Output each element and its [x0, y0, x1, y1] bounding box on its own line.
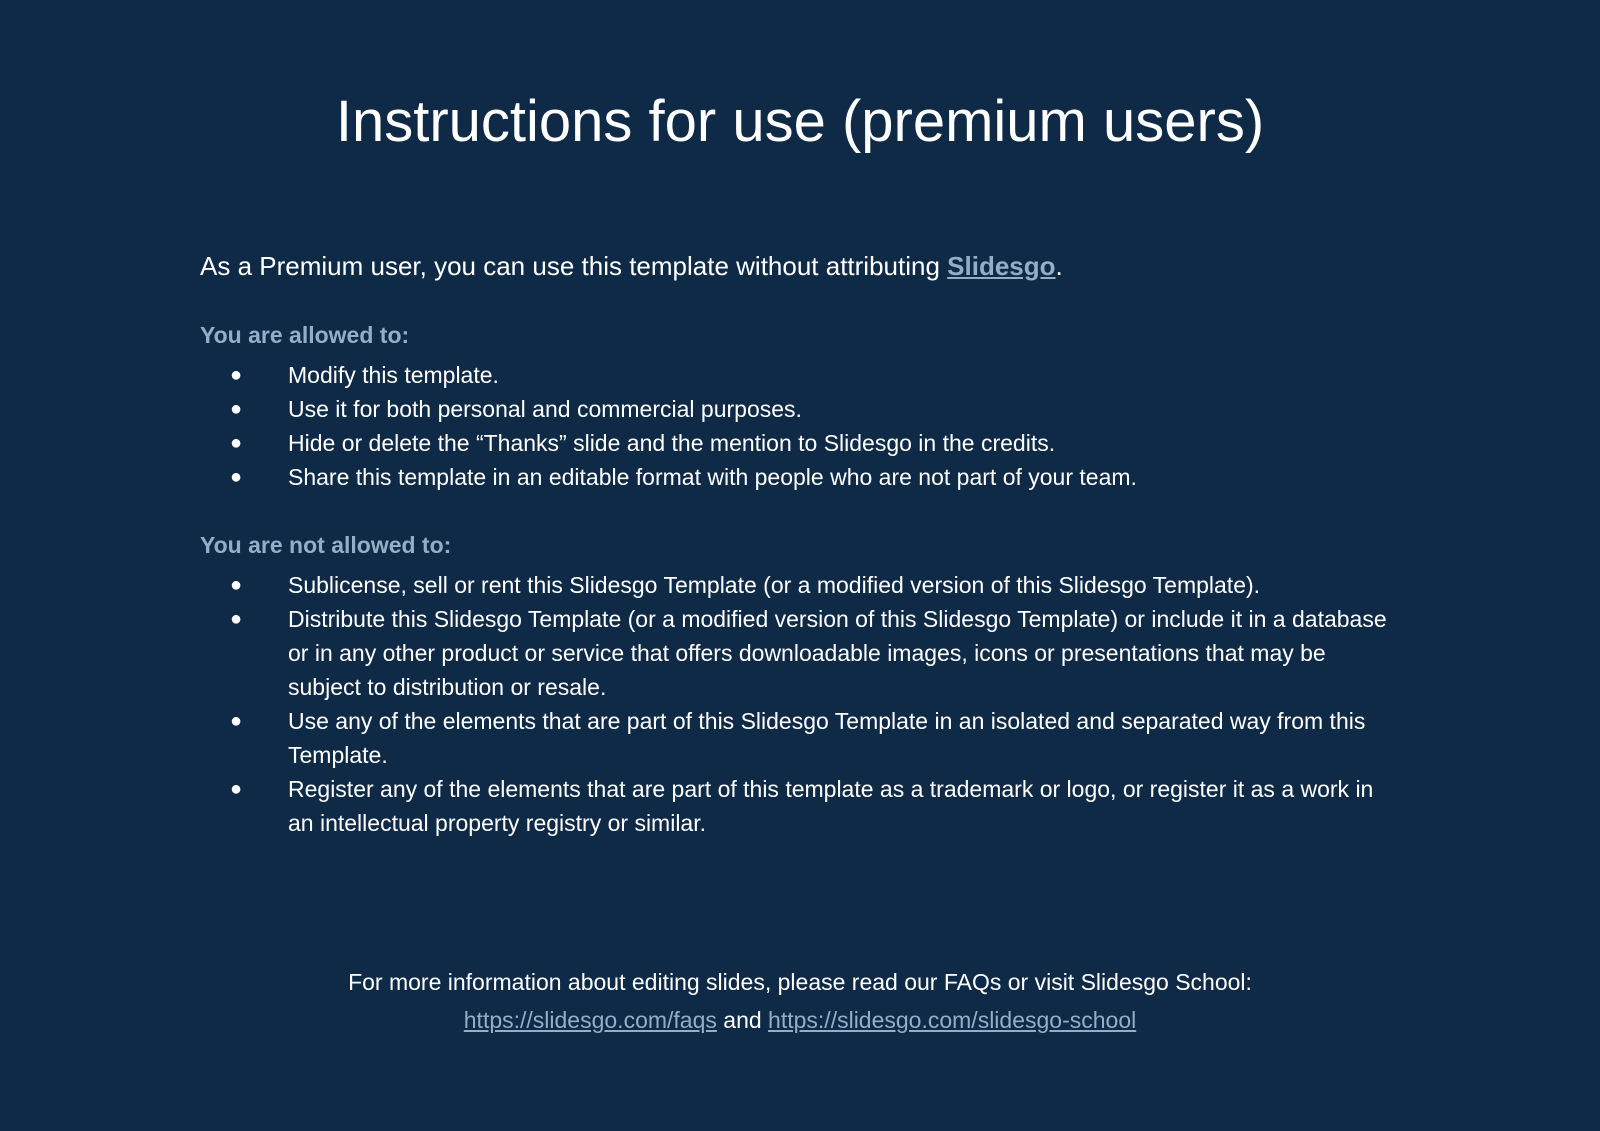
bullet-icon: ●: [230, 398, 243, 420]
bullet-icon: ●: [230, 778, 243, 800]
bullet-icon: ●: [230, 432, 243, 454]
list-item-text: Hide or delete the “Thanks” slide and the mention to Slidesgo in the credits.: [288, 430, 1056, 456]
list-item-text: Modify this template.: [288, 362, 499, 388]
list-item: [200, 426, 1400, 460]
page-title: Instructions for use (premium users): [335, 89, 1265, 154]
list-item: [200, 392, 1400, 426]
footer: [0, 963, 1600, 1039]
footer-and-text: and: [716, 1007, 769, 1033]
list-item-text: Share this template in an editable format with people who are not part of your team.: [288, 464, 1137, 490]
allowed-list: [200, 358, 1400, 494]
allowed-heading: You are allowed to:: [200, 322, 410, 348]
list-item-text: Sublicense, sell or rent this Slidesgo Template (or a modified version of this Slidesgo Template).: [288, 572, 1261, 598]
bullet-icon: ●: [230, 466, 243, 488]
faq-link[interactable]: https://slidesgo.com/faqs: [463, 1007, 717, 1033]
list-item: [200, 704, 1400, 772]
bullet-icon: ●: [230, 710, 243, 732]
list-item-text: Register any of the elements that are part of this template as a trademark or logo, or register it as a work in an intellectual property registry or similar.: [288, 776, 1374, 836]
list-item-text: Use it for both personal and commercial purposes.: [288, 396, 802, 422]
school-link[interactable]: https://slidesgo.com/slidesgo-school: [768, 1007, 1137, 1033]
list-item: [200, 602, 1400, 704]
bullet-icon: ●: [230, 574, 243, 596]
list-item: [200, 460, 1400, 494]
not-allowed-list: [200, 568, 1400, 840]
bullet-icon: ●: [230, 608, 243, 630]
list-item-text: Use any of the elements that are part of this Slidesgo Template in an isolated and separated way from this Template.: [288, 708, 1366, 768]
list-item-text: Distribute this Slidesgo Template (or a modified version of this Slidesgo Template) or include it in a database or in any other product or service that offers downloadable images, icons or presentations that may be subject to distribution or resale.: [288, 606, 1387, 700]
bullet-icon: ●: [230, 364, 243, 386]
list-item: [200, 772, 1400, 840]
content-body: [200, 246, 1400, 840]
footer-info-text: For more information about editing slides, please read our FAQs or visit Slidesgo School:: [348, 969, 1252, 995]
intro-suffix: .: [1055, 251, 1063, 281]
slidesgo-link[interactable]: Slidesgo: [947, 251, 1056, 281]
footer-links-line: [0, 1001, 1600, 1039]
list-item: [200, 568, 1400, 602]
intro-paragraph: [200, 246, 1400, 286]
intro-text: As a Premium user, you can use this template without attributing: [200, 251, 948, 281]
not-allowed-heading: You are not allowed to:: [200, 532, 452, 558]
list-item: [200, 358, 1400, 392]
